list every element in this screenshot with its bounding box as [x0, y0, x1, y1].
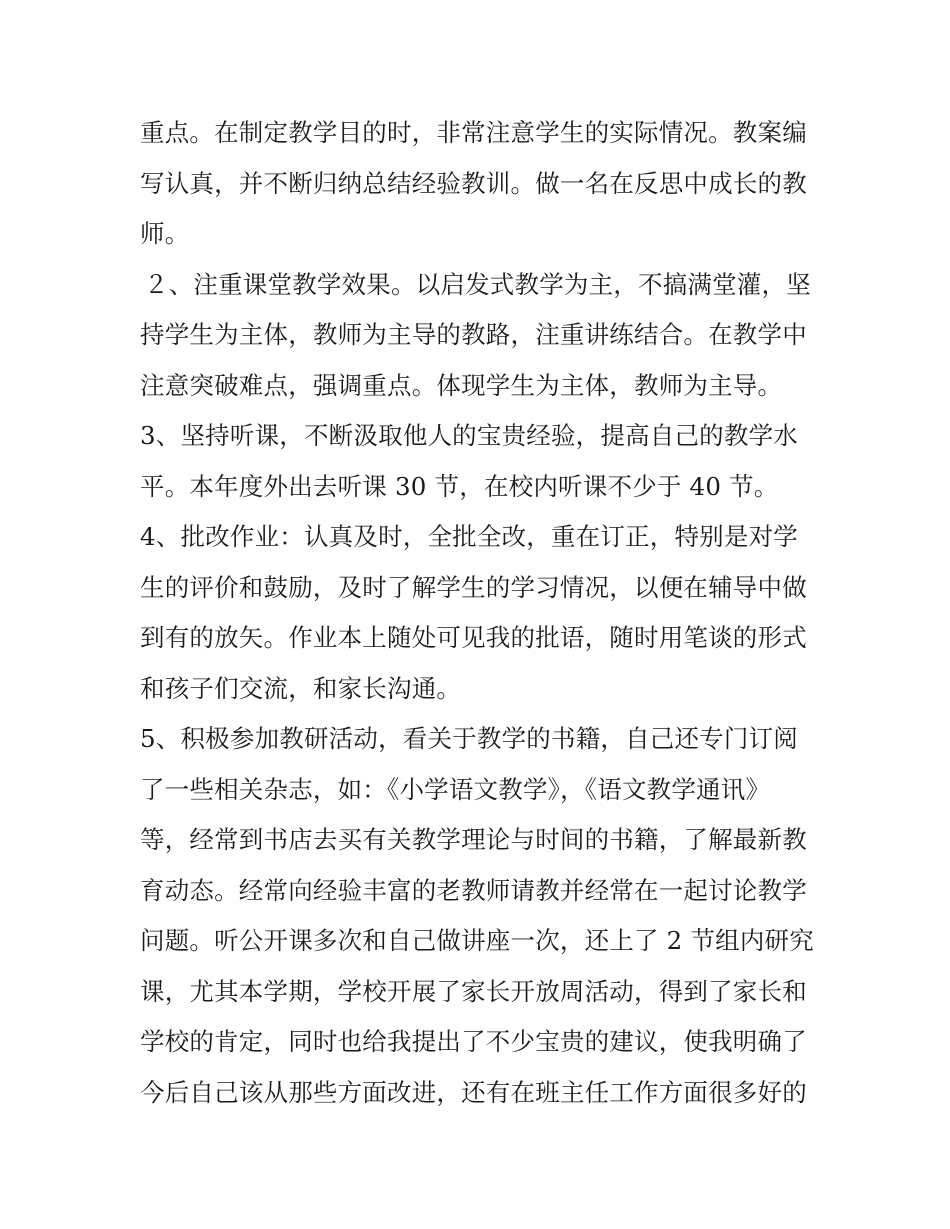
text-line: 5、积极参加教研活动，看关于教学的书籍，自己还专门订阅 [140, 724, 798, 753]
text-line: 了一些相关杂志，如：《小学语文教学》，《语文教学通讯》 [140, 774, 771, 804]
text-line: 课，尤其本学期，学校开展了家长开放周活动，得到了家长和 [140, 976, 807, 1006]
text-line: ２、注重课堂教学效果。以启发式教学为主，不搞满堂灌，坚 [144, 269, 811, 299]
text-line: 到有的放矢。作业本上随处可见我的批语，随时用笔谈的形式 [140, 623, 807, 652]
text-line: 写认真，并不断归纳总结经验教训。做一名在反思中成长的教 [140, 168, 807, 198]
text-line: 重点。在制定教学目的时，非常注意学生的实际情况。教案编 [140, 118, 807, 147]
text-line: 4、批改作业：认真及时，全批全改，重在订正，特别是对学 [140, 522, 798, 551]
text-line: 平。本年度外出去听课 30 节，在校内听课不少于 40 节。 [140, 471, 779, 501]
text-line: 问题。听公开课多次和自己做讲座一次，还上了 2 节组内研究 [140, 926, 814, 955]
text-line: 师。 [140, 219, 190, 248]
text-line: 学校的肯定，同时也给我提出了不少宝贵的建议，使我明确了 [140, 1027, 807, 1056]
text-line: 生的评价和鼓励，及时了解学生的学习情况，以便在辅导中做 [140, 572, 807, 602]
body-text [140, 108, 820, 1118]
text-line: 育动态。经常向经验丰富的老教师请教并经常在一起讨论教学 [140, 875, 807, 905]
text-line: 今后自己该从那些方面改进，还有在班主任工作方面很多好的 [140, 1077, 807, 1107]
text-line: 和孩子们交流，和家长沟通。 [140, 673, 462, 703]
text-line: 等，经常到书店去买有关教学理论与时间的书籍，了解最新教 [140, 825, 807, 854]
text-line: 注意突破难点，强调重点。体现学生为主体，教师为主导。 [140, 370, 783, 400]
text-line: 持学生为主体，教师为主导的教路，注重讲练结合。在教学中 [140, 320, 807, 349]
text-line: 3、坚持听课，不断汲取他人的宝贵经验，提高自己的教学水 [140, 421, 798, 450]
